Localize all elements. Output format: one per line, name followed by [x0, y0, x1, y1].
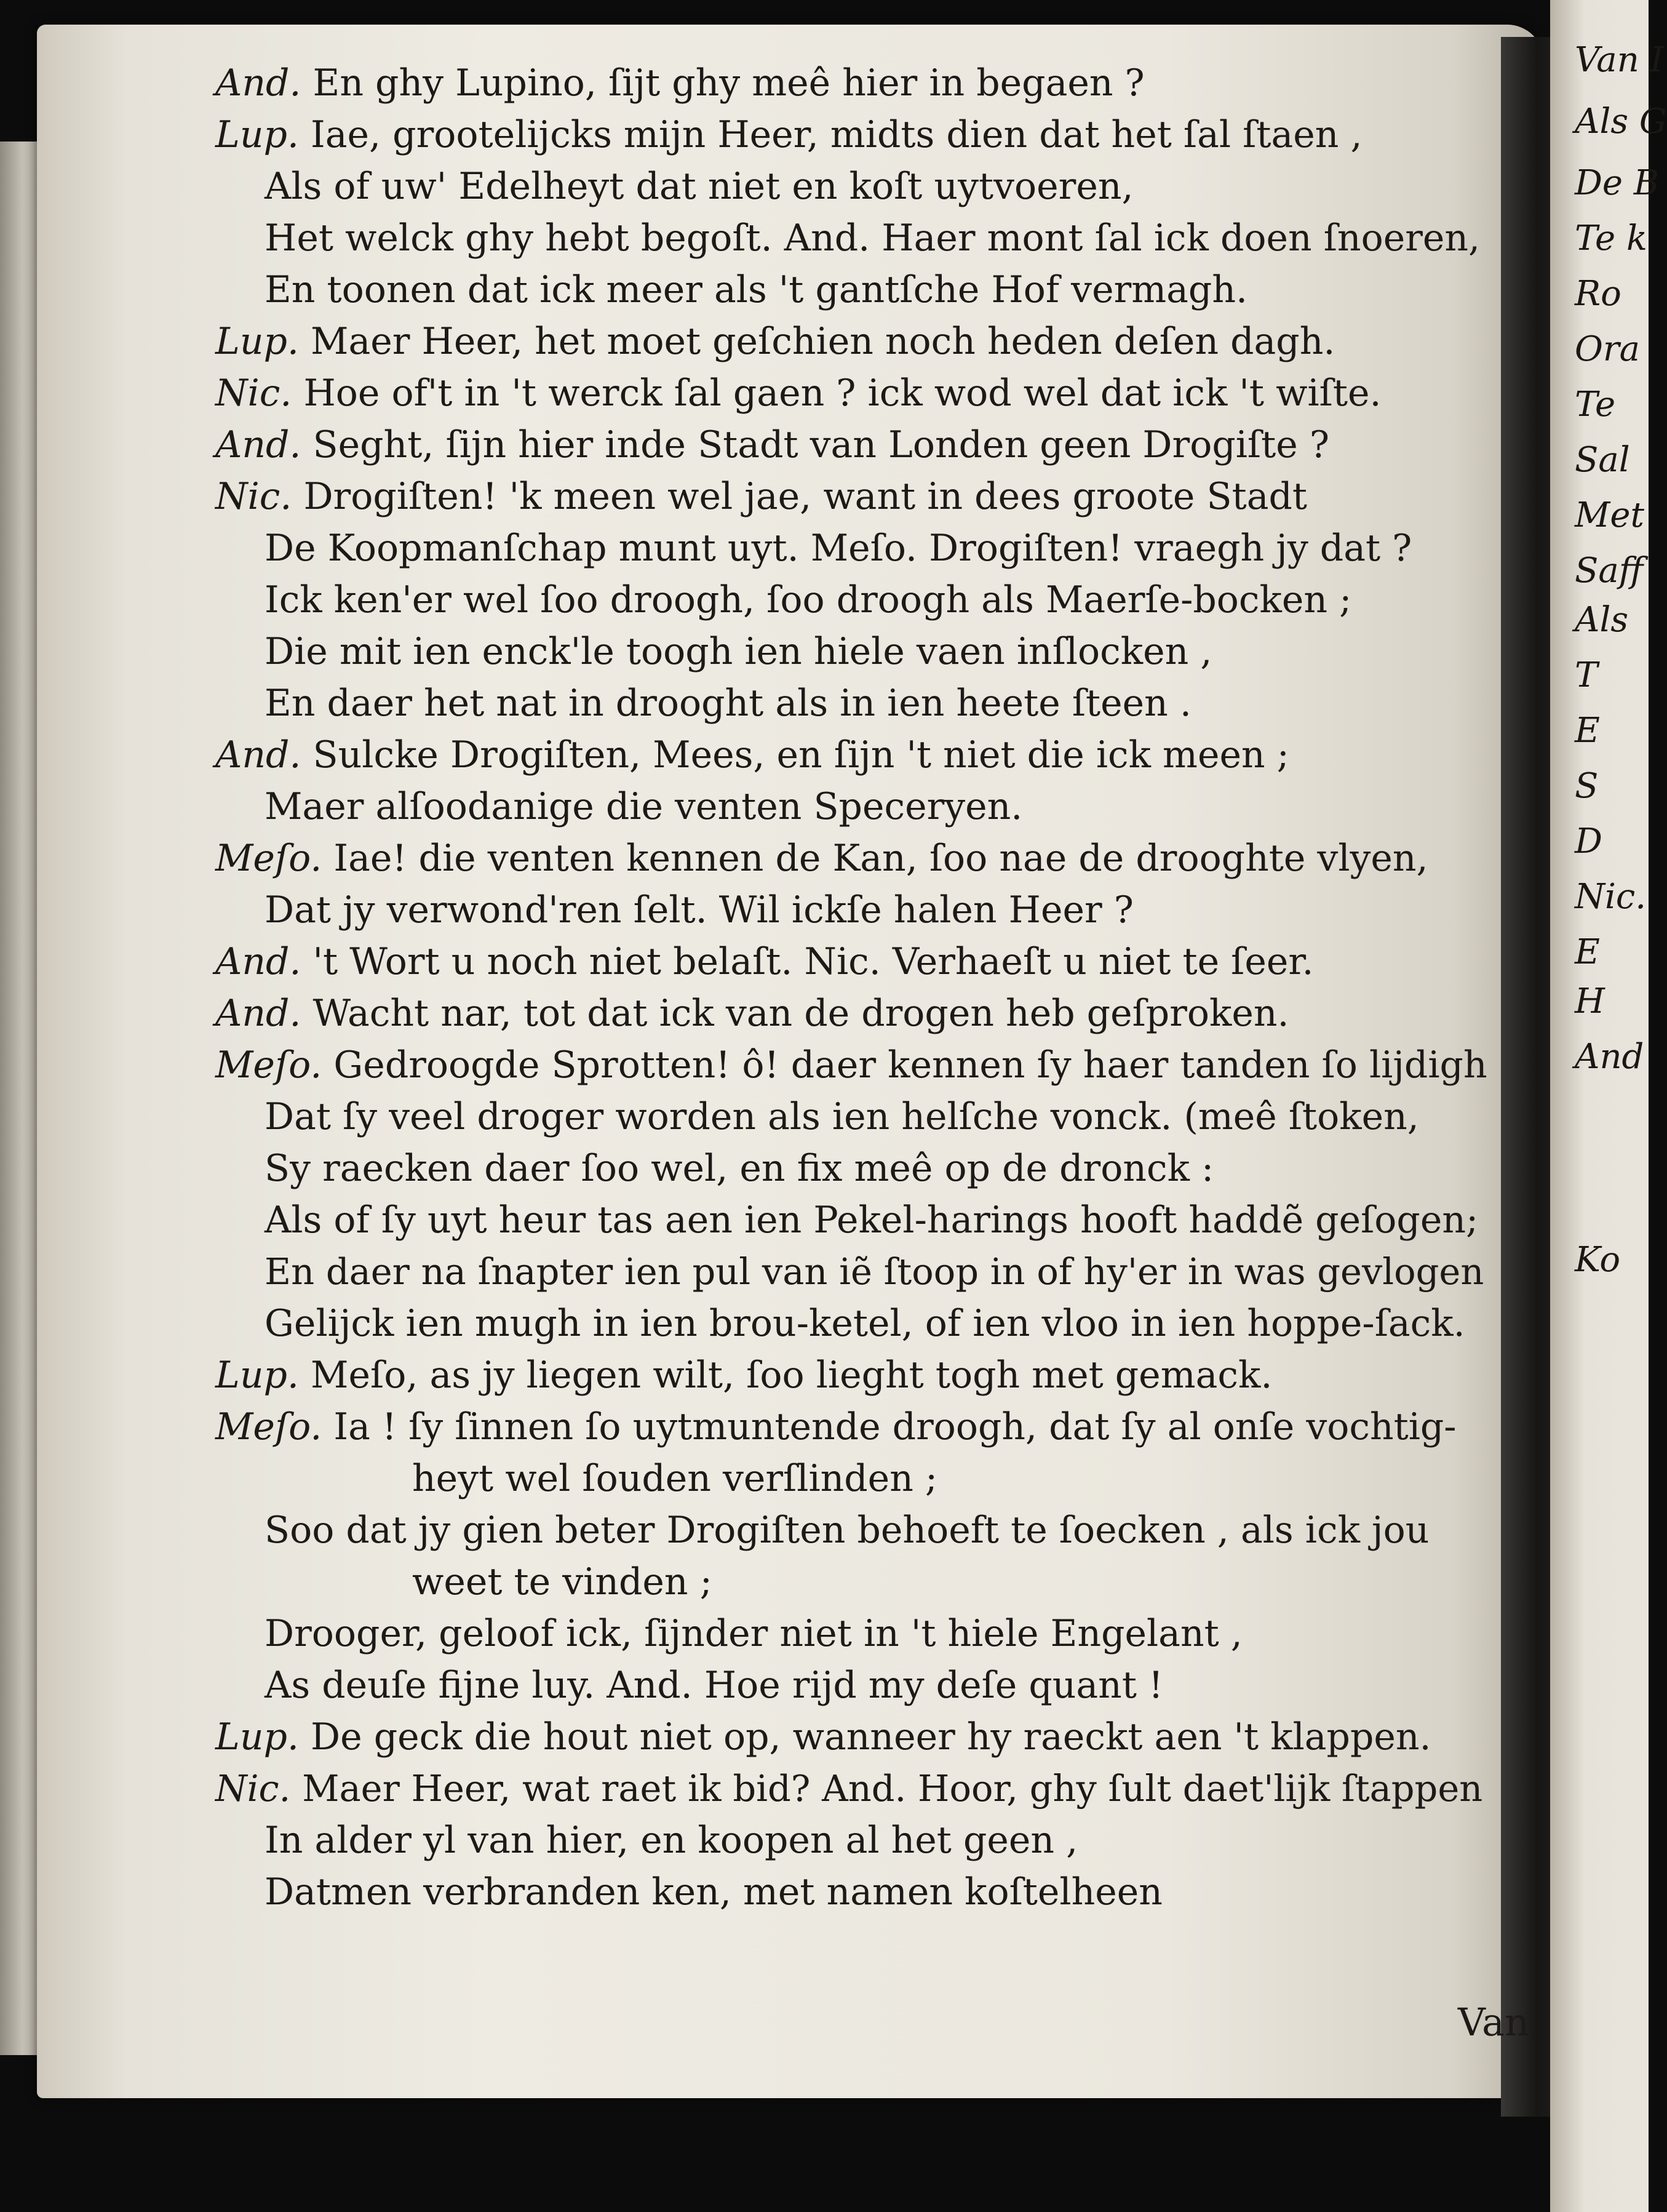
facing-line: H [1575, 981, 1605, 1021]
verse-line [265, 1095, 1419, 1138]
verse-line [215, 475, 1307, 518]
verse-line [215, 372, 1382, 415]
verse-line [265, 217, 1480, 260]
verse-text: En ghy Lupino, ſijt ghy meê hier in begaen ? [312, 62, 1145, 105]
verse-text: 't Wort u noch niet belaſt. Nic. Verhaeſt u niet te ſeer. [312, 940, 1314, 983]
verse-line [265, 165, 1134, 208]
facing-line: Te k [1575, 218, 1647, 258]
verse-line [215, 113, 1363, 156]
speaker-label: Nic. [215, 1767, 291, 1810]
verse-line [265, 1250, 1484, 1293]
verse-text: As deuſe fijne luy. And. Hoe rijd my deſe quant ! [265, 1664, 1164, 1707]
verse-text: Datmen verbranden ken, met namen koſtelheen [265, 1871, 1163, 1914]
verse-text: En daer het nat in drooght als in ien heete ſteen . [265, 682, 1192, 725]
speaker-label: And. [215, 423, 301, 466]
verse-text: Soo dat jy gien beter Drogiſten behoeft te ſoecken , als ick jou [265, 1509, 1430, 1552]
verse-text: Het welck ghy hebt begoſt. And. Haer mont ſal ick doen ſnoeren, [265, 217, 1481, 260]
facing-line: E [1575, 711, 1600, 751]
verse-line [265, 888, 1134, 932]
facing-line: Met [1575, 495, 1644, 535]
verse-line [215, 62, 1145, 105]
verse-line [265, 527, 1412, 570]
speaker-label: Lup. [215, 1354, 299, 1397]
speaker-label: Meſo. [215, 837, 322, 880]
verse-text: weet te vinden ; [412, 1560, 712, 1603]
verse-text: Gedroogde Sprotten! ô! daer kennen ſy haer tanden ſo lijdigh [333, 1044, 1487, 1087]
facing-line: Ora [1575, 329, 1641, 369]
facing-page [1550, 0, 1667, 2212]
verse-line [265, 1509, 1429, 1552]
verse-line [265, 1302, 1465, 1345]
facing-line: Van I [1575, 40, 1664, 80]
verse-line [265, 1612, 1243, 1655]
facing-line: E [1575, 932, 1600, 972]
facing-line: Te [1575, 385, 1616, 425]
verse-text: Iae! die venten kennen de Kan, ſoo nae de drooghte vlyen, [333, 837, 1428, 880]
facing-line: T [1575, 655, 1598, 695]
speaker-label: And. [215, 733, 301, 777]
speaker-label: Nic. [215, 372, 292, 415]
verse-line [265, 268, 1247, 311]
catchword: Van [1458, 2000, 1529, 2045]
verse-text: Als of ſy uyt heur tas aen ien Pekel-harings hooft haddẽ geſogen; [265, 1199, 1479, 1242]
verse-text: De geck die hout niet op, wanneer hy raeckt aen 't klappen. [311, 1715, 1431, 1759]
verse-line [215, 1405, 1457, 1448]
facing-line: Saff [1575, 551, 1644, 591]
facing-line: D [1575, 821, 1602, 861]
verse-line [215, 423, 1329, 466]
verse-line [412, 1560, 712, 1603]
verse-line [215, 1354, 1272, 1397]
verse-text: heyt wel ſouden verſlinden ; [412, 1457, 938, 1500]
speaker-label: Lup. [215, 113, 299, 156]
verse-line [265, 578, 1351, 621]
verse-text: En daer na ſnapter ien pul van iẽ ſtoop in of hy'er in was gevlogen [265, 1250, 1484, 1293]
verse-text: Als of uw' Edelheyt dat niet en koſt uytvoeren, [265, 165, 1134, 208]
verse-line [215, 1767, 1482, 1810]
verse-text: Hoe of't in 't werck ſal gaen ? ick wod wel dat ick 't wiſte. [303, 372, 1382, 415]
verse-text: Ick ken'er wel ſoo droogh, ſoo droogh als Maerſe-bocken ; [265, 578, 1352, 621]
verse-line [215, 320, 1335, 363]
speaker-label: And. [215, 62, 301, 105]
verse-line [265, 1664, 1163, 1707]
verse-line [215, 992, 1289, 1035]
verse-text: Meſo, as jy liegen wilt, ſoo lieght togh met gemack. [311, 1354, 1273, 1397]
verse-text: Seght, ſijn hier inde Stadt van Londen geen Drogiſte ? [312, 423, 1329, 466]
verse-text: De Koopmanſchap munt uyt. Meſo. Drogiſten! vraegh jy dat ? [265, 527, 1412, 570]
facing-line: Als [1575, 600, 1629, 640]
verse-text: Ia ! ſy ſinnen ſo uytmuntende droogh, dat ſy al onſe vochtig- [333, 1405, 1457, 1448]
verse-text: Wacht nar, tot dat ick van de drogen heb geſproken. [312, 992, 1289, 1035]
speaker-label: And. [215, 940, 301, 983]
verse-text: Drooger, geloof ick, ſijnder niet in 't hiele Engelant , [265, 1612, 1243, 1655]
verse-text: Sulcke Drogiſten, Mees, en ſijn 't niet die ick meen ; [312, 733, 1289, 777]
verse-line [265, 1147, 1214, 1190]
verse-text: Die mit ien enck'le toogh ien hiele vaen inſlocken , [265, 630, 1212, 673]
facing-line: Nic. [1575, 877, 1647, 917]
facing-line: Sal [1575, 440, 1630, 480]
verse-text: En toonen dat ick meer als 't gantſche Hof vermagh. [265, 268, 1248, 311]
verse-text: Maer Heer, wat raet ik bid? And. Hoor, ghy ſult daet'lijk ſtappen [302, 1767, 1483, 1810]
verse-text: Drogiſten! 'k meen wel jae, want in dees groote Stadt [303, 475, 1307, 518]
verse-text: Dat jy verwond'ren ſelt. Wil ickſe halen Heer ? [265, 888, 1134, 932]
speaker-label: Meſo. [215, 1044, 322, 1087]
verse-line [265, 1199, 1478, 1242]
verse-text: Dat ſy veel droger worden als ien helſche vonck. (meê ſtoken, [265, 1095, 1419, 1138]
verse-line [265, 785, 1022, 828]
verse-line [215, 1044, 1487, 1087]
verse-text: Maer alſoodanige die venten Speceryen. [265, 785, 1023, 828]
facing-line: Ko [1575, 1240, 1621, 1280]
facing-line: And [1575, 1037, 1644, 1077]
speaker-label: Meſo. [215, 1405, 322, 1448]
verse-line [265, 630, 1212, 673]
verse-line [412, 1457, 937, 1500]
verse-line [215, 940, 1314, 983]
speaker-label: Nic. [215, 475, 292, 518]
facing-line: S [1575, 766, 1599, 806]
verse-line [265, 1871, 1163, 1914]
speaker-label: Lup. [215, 1715, 299, 1759]
verse-line [215, 1715, 1431, 1759]
facing-line: Ro [1575, 274, 1621, 314]
verse-text: In alder yl van hier, en koopen al het geen , [265, 1819, 1078, 1862]
verse-text: Iae, grootelijcks mijn Heer, midts dien dat het ſal ſtaen , [311, 113, 1363, 156]
verse-line [215, 837, 1428, 880]
verse-text: Sy raecken daer ſoo wel, en fix meê op de dronck : [265, 1147, 1214, 1190]
verse-line [265, 1819, 1078, 1862]
verse-line [215, 733, 1289, 777]
verse-line [265, 682, 1192, 725]
facing-line: Als G [1575, 102, 1667, 142]
facing-line: De B [1575, 163, 1659, 203]
verse-text: Maer Heer, het moet geſchien noch heden deſen dagh. [311, 320, 1335, 363]
verse-text: Gelijck ien mugh in ien brou-ketel, of ien vloo in ien hoppe-ſack. [265, 1302, 1465, 1345]
speaker-label: Lup. [215, 320, 299, 363]
speaker-label: And. [215, 992, 301, 1035]
